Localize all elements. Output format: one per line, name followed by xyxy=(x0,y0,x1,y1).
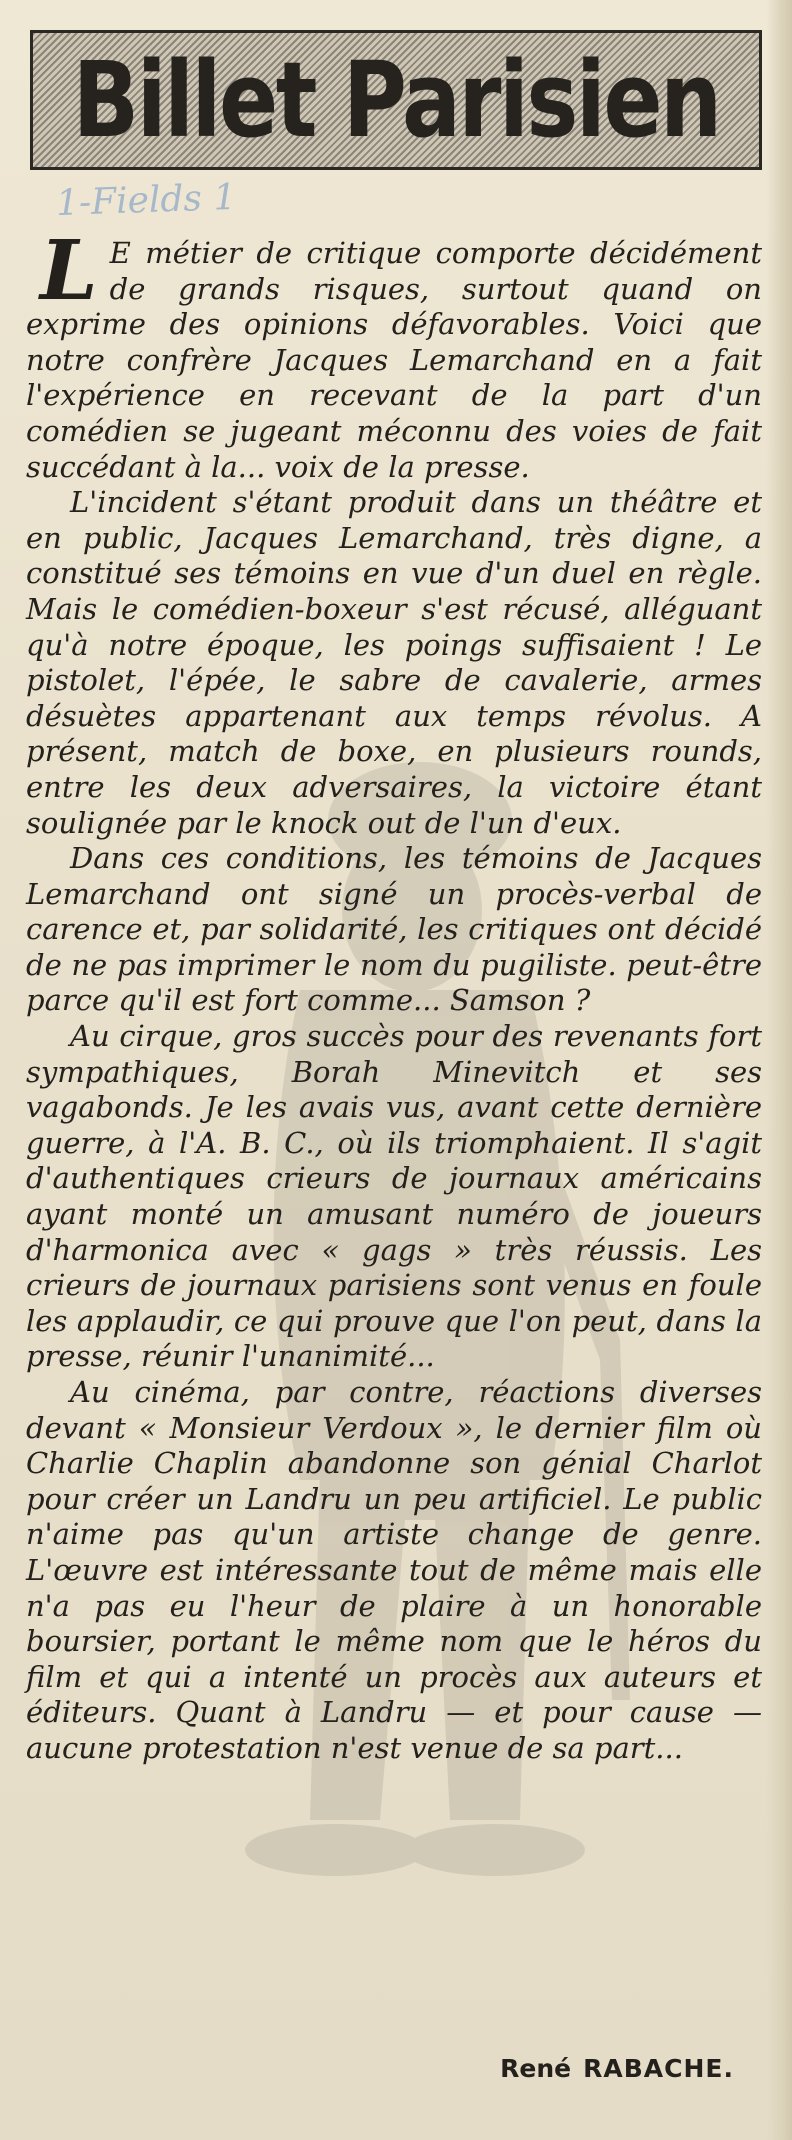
article-paragraph-1 xyxy=(26,223,762,485)
drop-cap: L xyxy=(40,223,98,319)
article-paragraph-3: Dans ces conditions, les témoins de Jacques Lemarchand ont signé un procès-verbal de carence et, par solidarité, les critiques ont décidé de ne pas imprimer le nom du pugiliste. peut-être parce qu'il est fort comme... Samson ? xyxy=(26,841,762,1018)
column-header-banner xyxy=(30,30,762,170)
paragraph-text: E métier de critique comporte décidément de grands risques, surtout quand on exprime des opinions défavorables. Voici que notre confrère Jacques Lemarchand en a fait l'expérience en recevant de la part d'un comédien se jugeant méconnu des voies de fait succédant à la... voix de la presse. xyxy=(26,236,762,484)
handwritten-annotation: 1-Fields 1 xyxy=(55,176,237,225)
author-signature xyxy=(500,2054,734,2083)
article-paragraph-5: Au cinéma, par contre, réactions diverses devant « Monsieur Verdoux », le dernier film où Charlie Chaplin abandonne son génial Charlot pour créer un Landru un peu artificiel. Le public n'aime pas qu'un artiste change de genre. L'œuvre est intéressante tout de même mais elle n'a pas eu l'heur de plaire à un honorable boursier, portant le même nom que le héros du film et qui a intenté un procès aux auteurs et éditeurs. Quant à Landru — et pour cause — aucune protestation n'est venue de sa part... xyxy=(26,1375,762,1765)
article-paragraph-4: Au cirque, gros succès pour des revenants fort sympathiques, Borah Minevitch et ses vagabonds. Je les avais vus, avant cette dernière guerre, à l'A. B. C., où ils triomphaient. Il s'agit d'authentiques crieurs de journaux américains ayant monté un amusant numéro de joueurs d'harmonica avec « gags » très réussis. Les crieurs de journaux parisiens sont venus en foule les applaudir, ce qui prouve que l'on peut, dans la presse, réunir l'unanimité... xyxy=(26,1019,762,1374)
author-last-name: RABACHE. xyxy=(583,2054,734,2083)
paper-edge xyxy=(766,0,792,2140)
article-paragraph-2: L'incident s'étant produit dans un théâtre et en public, Jacques Lemarchand, très digne, a constitué ses témoins en vue d'un duel en règle. Mais le comédien-boxeur s'est récusé, alléguant qu'à notre époque, les poings suffisaient ! Le pistolet, l'épée, le sabre de cavalerie, armes désuètes appartenant aux temps révolus. A présent, match de boxe, en plusieurs rounds, entre les deux adversaires, la victoire étant soulignée par le knock out de l'un d'eux. xyxy=(26,485,762,840)
column-title: Billet Parisien xyxy=(72,39,720,161)
author-first-name: René xyxy=(500,2054,572,2083)
article-body xyxy=(26,223,762,1767)
